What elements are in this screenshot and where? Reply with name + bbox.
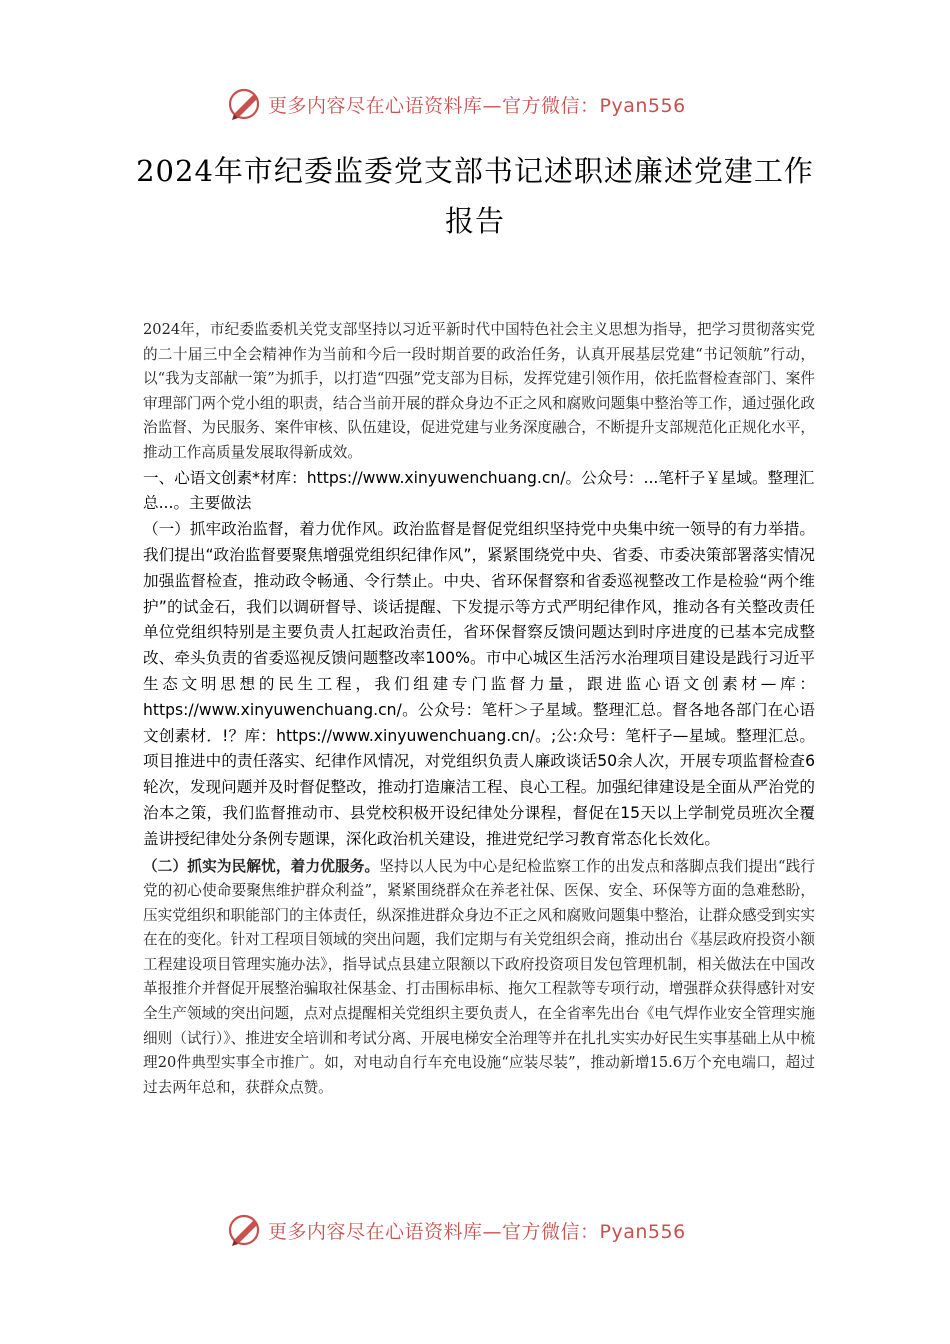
banner-text: 更多内容尽在心语资料库—官方微信：Pyan556	[268, 94, 686, 117]
header-watermark-banner	[228, 84, 748, 124]
document-title	[120, 146, 830, 246]
subsection-2-lead: （二）抓实为民解忧，着力优服务。	[143, 857, 380, 875]
intro-paragraph: 2024年，市纪委监委机关党支部坚持以习近平新时代中国特色社会主义思想为指导，把学习贯彻落实党的二十届三中全会精神作为当前和今后一段时期首要的政治任务，认真开展基层党建“书记领航”行动，以“我为支部献一策”为抓手，以打造“四强”党支部为目标，发挥党建引领作用，依托监督检查部门、案件审理部门两个党小组的职责，结合当前开展的群众身边不正之风和腐败问题集中整治等工作，通过强化政治监督、为民服务、案件审核、队伍建设，促进党建与业务深度融合，不断提升支部规范化正规化水平，推动工作高质量发展取得新成效。	[143, 321, 815, 461]
title-line-1: 2024年市纪委监委党支部书记述职述廉述党建工作	[136, 154, 814, 188]
pen-logo-icon	[228, 86, 264, 122]
subsection-2-paragraph	[143, 855, 815, 1101]
subsection-2-text: 坚持以人民为中心是纪检监察工作的出发点和落脚点我们提出“践行党的初心使命要聚焦维护群众利益”，紧紧围绕群众在养老社保、医保、安全、环保等方面的急难愁盼，压实党组织和职能部门的主体责任，纵深推进群众身边不正之风和腐败问题集中整治，让群众感受到实实在在的变化。针对工程项目领域的突出问题，我们定期与有关党组织会商，推动出台《基层政府投资小额工程建设项目管理实施办法》，指导试点县建立限额以下政府投资项目发包管理机制，相关做法在中国改革报推介并督促开展整治骗取社保基金、打击围标串标、拖欠工程款等专项行动，增强群众获得感针对安全生产领域的突出问题，点对点提醒相关党组织主要负责人，在全省率先出台《电气焊作业安全管理实施细则（试行）》、推进安全培训和考试分离、开展电梯安全治理等并在扎扎实实办好民生实事基础上从中梳理20件典型实事全市推广。如，对电动自行车充电设施“应装尽装”，推动新增15.6万个充电端口，超过过去两年总和，获群众点赞。	[143, 857, 815, 1096]
section-1-heading: 一、心语文创素*材库：https://www.xinyuwenchuang.cn/。公众号：...笔杆子￥星域。整理汇总...。主要做法	[143, 468, 815, 513]
subsection-1-text: 政治监督是督促党组织坚持党中央集中统一领导的有力举措。我们提出“政治监督要聚焦增强党组织纪律作风”，紧紧围绕党中央、省委、市委决策部署落实情况加强监督检查，推动政令畅通、令行禁止。中央、省环保督察和省委巡视整改工作是检验“两个维护”的试金石，我们以调研督导、谈话提醒、下发提示等方式严明纪律作风，推动各有关整改责任单位党组织特别是主要负责人扛起政治责任，省环保督察反馈问题达到时序进度的已基本完成整改、牵头负责的省委巡视反馈问题整改率100%。市中心城区生活污水治理项目建设是践行习近平生态文明思想的民生工程，我们组建专门监督力量，跟进监心语文创素材—库：https://www.xinyuwenchuang.cn/。公众号：笔杆＞子星域。整理汇总。督各地各部门在心语文创素材．!？库：https://www.xinyuwenchuang.cn/。;公:众号：笔杆子—星域。整理汇总。项目推进中的责任落实、纪律作风情况，对党组织负责人廉政谈话50余人次，开展专项监督检查6轮次，发现问题并及时督促整改，推动打造廉洁工程、良心工程。加强纪律建设是全面从严治党的治本之策，我们监督推动市、县党校积极开设纪律处分课程，督促在15天以上学制党员班次全覆盖讲授纪律处分条例专题课，深化政治机关建设，推进党纪学习教育常态化长效化。	[143, 520, 815, 848]
subsection-1-paragraph	[143, 517, 815, 852]
pen-logo-icon	[228, 1212, 264, 1248]
title-line-2: 报告	[444, 204, 505, 238]
footer-watermark-banner	[228, 1210, 748, 1250]
subsection-1-lead: （一）抓牢政治监督，着力优作风。	[143, 520, 394, 539]
document-body	[143, 318, 815, 1100]
banner-text: 更多内容尽在心语资料库—官方微信：Pyan556	[268, 1220, 686, 1243]
